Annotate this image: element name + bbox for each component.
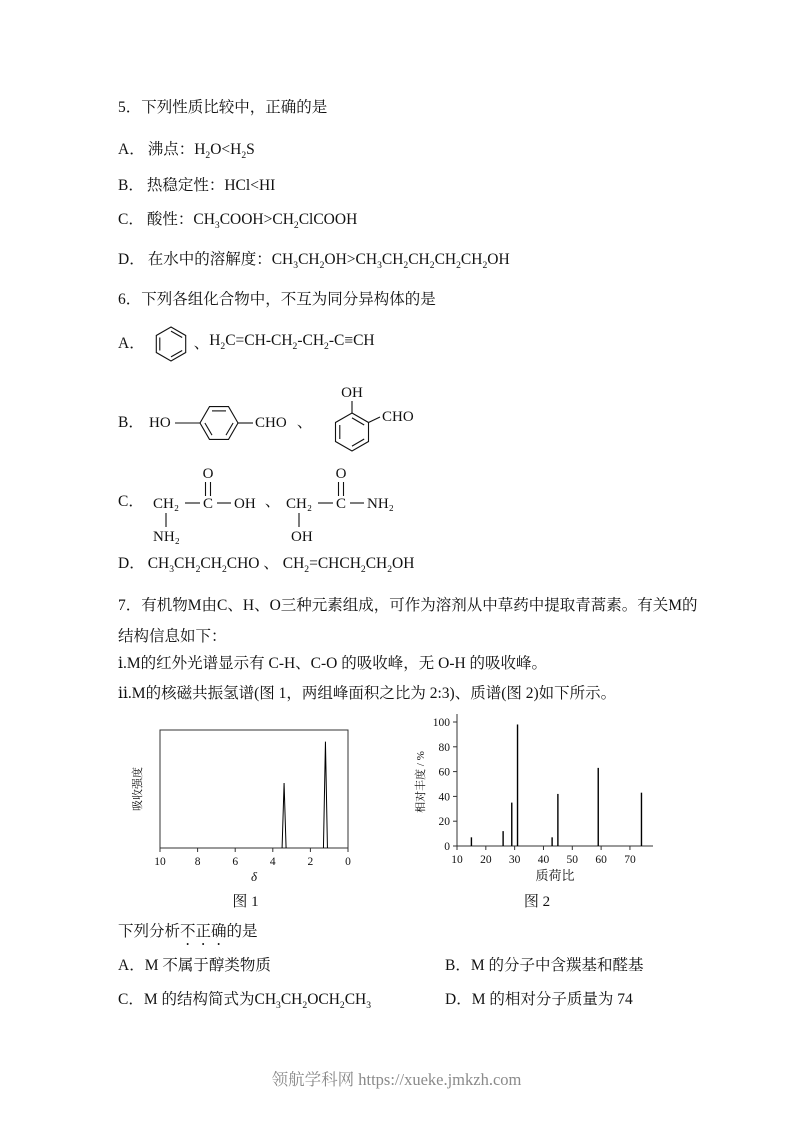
q7-option-d: D．M 的相对分子质量为 74 <box>445 991 633 1008</box>
figure-2-caption: 图 2 <box>523 894 551 910</box>
methylene-label: CH₂ <box>152 496 179 512</box>
svg-text:0: 0 <box>345 856 351 868</box>
separator: 、 <box>193 335 210 352</box>
option-text: 在水中的溶解度： <box>147 251 272 268</box>
hydroxyl-label: OH <box>341 385 364 401</box>
svg-text:100: 100 <box>432 717 450 729</box>
svg-text:10: 10 <box>451 854 463 866</box>
hexenyne-formula: $H_2C=CH-CH_2-CH_2-C\equiv CH$ <box>209 331 375 353</box>
svg-text:20: 20 <box>438 816 450 829</box>
q6-option-c <box>118 460 408 544</box>
option-label: B． <box>118 414 144 431</box>
q7-options-row-1 <box>118 954 644 978</box>
option-text: C．M 的结构简式为 <box>118 991 255 1008</box>
q6-option-b <box>118 382 424 464</box>
chemical-formula: $H_2O<H_2S$ <box>194 141 255 162</box>
svg-text:8: 8 <box>194 856 201 868</box>
q6-option-d <box>118 552 414 582</box>
option-label: C． <box>118 493 144 510</box>
svg-text:δ: δ <box>250 869 258 884</box>
hydroxyl-label: OH <box>291 529 314 544</box>
benzene-ring-structure <box>148 318 194 370</box>
q7-info-i: ⅰ.M的红外光谱显示有 C-H、C-O 的吸收峰，无 O-H 的吸收峰。 <box>118 655 548 672</box>
q6-option-a <box>118 318 375 370</box>
q7-info-ii: ⅱ.M的核磁共振氢谱(图 1，两组峰面积之比为 2:3)、质谱(图 2)如下所示。 <box>118 685 617 702</box>
q5-option-a <box>118 138 255 168</box>
butanal-formula: $CH_3CH_2CH_2CHO$ <box>147 555 260 576</box>
q5-option-c <box>118 208 357 238</box>
svg-text:0: 0 <box>444 841 450 853</box>
option-label: D． <box>118 555 145 572</box>
option-label: A． <box>118 141 145 158</box>
amide-label: NH₂ <box>367 496 395 512</box>
option-text: 热稳定性： <box>146 177 225 194</box>
figure-1-caption: 图 1 <box>232 894 259 910</box>
hydroxyl-label: OH <box>233 496 256 512</box>
svg-text:4: 4 <box>269 856 276 868</box>
aldehyde-label: CHO <box>254 415 287 431</box>
q7-option-a: A．M 不属于醇类物质 <box>118 957 271 974</box>
carbon-label: C <box>336 496 347 512</box>
figure-1-column <box>128 706 363 911</box>
spectra-figures <box>128 706 663 911</box>
glycine-structure <box>147 460 265 544</box>
svg-text:6: 6 <box>232 856 239 868</box>
separator: 、 <box>296 414 313 431</box>
option-label: B． <box>118 177 144 194</box>
question-emphasis: 不正确 <box>180 923 227 940</box>
separator: 、 <box>264 493 281 510</box>
q5-option-b <box>118 174 275 198</box>
separator: 、 <box>263 555 279 572</box>
q6-stem: 6．下列各组化合物中，不互为同分异构体的是 <box>118 291 436 308</box>
option-text: 沸点： <box>147 141 195 158</box>
option-label: D． <box>118 251 145 268</box>
butenol-formula: $CH_2=CHCH_2CH_2OH$ <box>282 555 415 576</box>
glycolamide-structure <box>280 460 408 544</box>
chemical-formula: $CH_3COOH>CH_2ClCOOH$ <box>193 211 358 232</box>
svg-text:质荷比: 质荷比 <box>535 868 575 883</box>
q7-option-b: B．M 的分子中含羰基和醛基 <box>445 957 644 974</box>
q7-stem: 7．有机物M由C、H、O三种元素组成，可作为溶剂从中草药中提取青蒿素。有关M的结构信息如下： <box>118 597 698 645</box>
question-prefix: 下列分析 <box>118 923 181 940</box>
q5-option-d <box>118 248 510 278</box>
svg-text:20: 20 <box>480 854 492 866</box>
svg-text:60: 60 <box>595 854 607 866</box>
svg-text:吸收强度: 吸收强度 <box>132 767 144 811</box>
mass-spectrum-chart <box>411 706 663 888</box>
hydroxyl-label: HO <box>148 415 171 431</box>
svg-text:70: 70 <box>624 854 636 866</box>
svg-text:2: 2 <box>307 856 314 868</box>
q5-stem: 5．下列性质比较中，正确的是 <box>118 99 328 116</box>
salicylaldehyde-structure <box>312 382 424 464</box>
svg-text:30: 30 <box>508 854 521 866</box>
methylene-label: CH₂ <box>286 496 313 512</box>
option-label: A． <box>118 335 145 352</box>
svg-text:60: 60 <box>438 766 450 779</box>
carbonyl-oxygen-label: O <box>335 466 347 482</box>
nmr-spectrum-chart <box>128 706 363 888</box>
chemical-formula: HCl<HI <box>224 177 276 194</box>
carbonyl-oxygen-label: O <box>202 466 214 482</box>
svg-text:40: 40 <box>438 791 450 804</box>
carbon-label: C <box>202 496 213 512</box>
aldehyde-label: CHO <box>382 409 415 425</box>
chemical-formula: $CH_3CH_2OH>CH_3CH_2CH_2CH_2CH_2OH$ <box>271 251 510 272</box>
q7-option-c <box>118 988 445 1018</box>
watermark-footer: 领航学科网 https://xueke.jmkzh.com <box>271 1070 522 1089</box>
amine-label: NH₂ <box>152 529 180 544</box>
option-label: C． <box>118 211 144 228</box>
question-suffix: 的是 <box>226 923 258 940</box>
para-hydroxybenzaldehyde-structure <box>147 394 297 452</box>
svg-text:40: 40 <box>537 854 550 866</box>
svg-text:80: 80 <box>438 741 450 754</box>
q7-question-line <box>118 920 258 949</box>
svg-text:相对丰度 / %: 相对丰度 / % <box>415 751 427 813</box>
figure-2-column <box>411 706 663 911</box>
svg-text:50: 50 <box>566 854 579 866</box>
q7-options-row-2 <box>118 988 633 1018</box>
svg-text:10: 10 <box>154 856 166 868</box>
option-text: 酸性： <box>146 211 194 228</box>
diethyl-ether-formula: $CH_3CH_2OCH_2CH_3$ <box>254 991 372 1012</box>
